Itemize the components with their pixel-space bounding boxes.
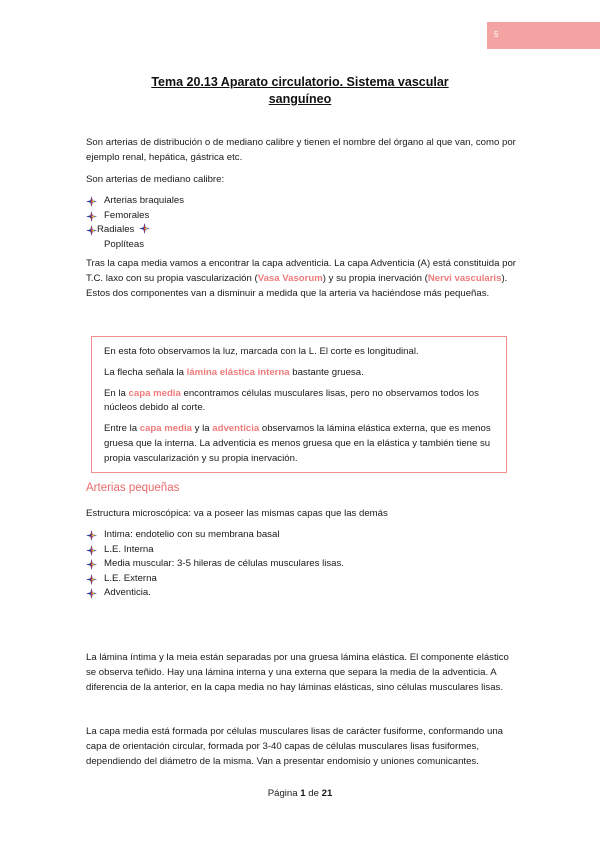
four-point-star-bullet-icon <box>86 545 97 556</box>
document-title <box>100 74 500 108</box>
list-item: Radiales <box>86 223 516 238</box>
list-item: Poplíteas <box>104 238 145 250</box>
section-heading: Arterias pequeñas <box>86 482 180 494</box>
medium-caliber-list <box>86 194 516 252</box>
photo-description-box <box>91 336 507 473</box>
closing-paragraph-2: La capa media está formada por células musculares lisas de carácter fusiforme, conformando una capa de orientación circular, formada por 3-40 capas de células musculares lisas fusiformes, dependiendo del diámetro de la misma. Van a presentar endomisio y uniones comunicantes. <box>86 726 504 768</box>
list-item: Intima: endotelio con su membrana basal <box>86 528 516 543</box>
four-point-star-bullet-icon <box>86 559 97 570</box>
intro-paragraph: Son arterias de distribución o de mediano calibre y tienen el nombre del órgano al que van, como por ejemplo renal, hepática, gástrica etc. <box>86 137 516 164</box>
adventicia-paragraph: Tras la capa media vamos a encontrar la capa adventicia. La capa Adventicia (A) está constituida por T.C. laxo con su propia vascularización (Vasa Vasorum) y su propia inervación (Nervi vascularis). Estos dos componentes van a disminuir a medida que la arteria va haciéndose más pequeñas. <box>86 258 516 300</box>
box-paragraph-4: Entre la capa media y la adventicia observamos la lámina elástica externa, que es menos gruesa que la interna. La adventicia es menos gruesa que en la elástica y también tiene su propia vascularización y su propia inervación. <box>104 423 491 464</box>
four-point-star-bullet-icon <box>86 225 97 236</box>
total-pages: 21 <box>321 788 333 799</box>
box-paragraph-2: La flecha señala la lámina elástica interna bastante gruesa. <box>104 366 364 378</box>
page-number-tab <box>487 22 600 49</box>
current-page: 1 <box>300 788 306 799</box>
small-arteries-list <box>86 528 516 601</box>
nervi-vascularis-term: Nervi vascularis <box>427 273 502 285</box>
list-item: Media muscular: 3-5 hileras de células musculares lisas. <box>86 557 516 572</box>
box-paragraph-3: En la capa media encontramos células musculares lisas, pero no observamos todos los núcleos debido al corte. <box>104 387 479 414</box>
medium-caliber-intro: Son arterias de mediano calibre: <box>86 174 225 185</box>
four-point-star-bullet-icon <box>139 223 150 234</box>
list-item: Adventicia. <box>86 586 516 601</box>
title-line-1: Tema 20.13 Aparato circulatorio. Sistema vascular <box>151 75 449 89</box>
box-paragraph-1: En esta foto observamos la luz, marcada con la L. El corte es longitudinal. <box>104 346 419 357</box>
list-item: L.E. Interna <box>86 543 516 558</box>
four-point-star-bullet-icon <box>86 530 97 541</box>
four-point-star-bullet-icon <box>86 211 97 222</box>
four-point-star-bullet-icon <box>86 588 97 599</box>
page-footer: Página 1 de 21 <box>267 788 333 799</box>
list-item: L.E. Externa <box>86 572 516 587</box>
small-arteries-intro: Estructura microscópica: va a poseer las mismas capas que las demás <box>86 508 388 519</box>
page-number: 5 <box>494 30 499 39</box>
list-item: Arterias braquiales <box>86 194 516 209</box>
four-point-star-bullet-icon <box>86 574 97 585</box>
vasa-vasorum-term: Vasa Vasorum <box>257 273 323 285</box>
list-item: Femorales <box>86 209 516 224</box>
four-point-star-bullet-icon <box>86 196 97 207</box>
title-line-2: sanguíneo <box>268 92 332 106</box>
closing-paragraph-1: La lámina íntima y la meia están separadas por una gruesa lámina elástica. El componente elástico se observa teñido. Hay una lámina interna y una externa que separa la media de la adventicia. A diferencia de la anterior, en la capa media no hay láminas elásticas, sino células musculares lisas. <box>86 652 509 694</box>
